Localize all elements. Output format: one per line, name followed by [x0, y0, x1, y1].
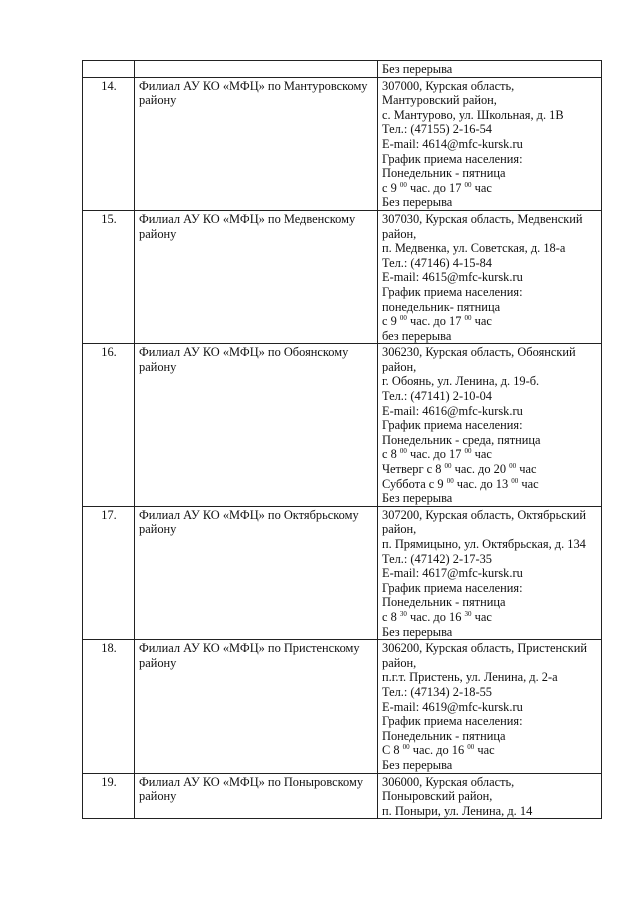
table-row — [83, 61, 602, 78]
time-minutes-superscript: 30 — [464, 609, 472, 618]
info-text: час. до 17 — [406, 180, 465, 195]
branch-info-cell — [378, 640, 602, 773]
email-text — [382, 137, 598, 152]
time-minutes-superscript: 00 — [464, 313, 472, 322]
time-minutes-superscript: 00 — [402, 743, 410, 752]
info-line — [382, 389, 598, 404]
info-text: с 8 — [382, 609, 400, 624]
info-line — [382, 195, 598, 210]
email-text — [382, 270, 598, 285]
info-text: График приема населения: — [382, 284, 523, 299]
info-line — [382, 625, 598, 640]
table-row — [83, 773, 602, 819]
branch-name-cell — [135, 344, 378, 507]
info-line — [382, 508, 598, 523]
time-minutes-superscript: 00 — [467, 743, 475, 752]
info-text: без перерыва — [382, 328, 452, 343]
branch-info-cell — [378, 506, 602, 639]
info-text: с 9 — [382, 180, 400, 195]
branch-name-cell — [135, 61, 378, 78]
info-text: Без перерыва — [382, 62, 453, 76]
info-text: График приема населения: — [382, 151, 523, 166]
info-text: Тел.: (47141) 2-10-04 — [382, 389, 492, 404]
info-text: час. до 20 — [451, 462, 510, 477]
info-line — [382, 300, 598, 315]
branches-table-body — [83, 61, 602, 819]
info-text: 306200, Курская область, Пристенский — [382, 641, 587, 656]
info-line — [382, 418, 598, 433]
branch-name: Филиал АУ КО «МФЦ» по Мантуровскому району — [139, 78, 368, 108]
branch-name: Филиал АУ КО «МФЦ» по Поныровскому району — [139, 774, 364, 804]
info-line — [382, 581, 598, 596]
info-line — [382, 477, 598, 492]
time-minutes-superscript: 00 — [511, 476, 519, 485]
info-text: Четверг с 8 — [382, 462, 445, 477]
info-text: час — [471, 447, 492, 462]
branch-info-cell — [378, 773, 602, 819]
info-text: Без перерыва — [382, 195, 453, 210]
info-line — [382, 447, 598, 462]
info-text: час — [471, 314, 492, 329]
info-text: с 9 — [382, 314, 400, 329]
info-line — [382, 685, 598, 700]
info-line — [382, 537, 598, 552]
branch-name: Филиал АУ КО «МФЦ» по Обоянскому району — [139, 345, 349, 374]
info-text: час — [518, 476, 539, 491]
info-line — [382, 181, 598, 196]
info-text: Без перерыва — [382, 491, 453, 506]
info-line — [382, 714, 598, 729]
info-line — [382, 641, 598, 656]
info-text: г. Обоянь, ул. Ленина, д. 19-б. — [382, 374, 540, 389]
info-line — [382, 122, 598, 137]
branch-name-cell — [135, 773, 378, 819]
row-number: 18. — [83, 640, 135, 773]
info-text: Мантуровский район, — [382, 93, 497, 108]
info-line — [382, 804, 598, 819]
info-line — [382, 93, 598, 108]
info-text: E-mail: 4615@mfc-kursk.ru — [382, 270, 523, 285]
info-line — [382, 656, 598, 671]
time-minutes-superscript: 00 — [509, 461, 517, 470]
info-line — [382, 491, 598, 506]
info-text: с 8 — [382, 447, 400, 462]
info-text: час — [516, 462, 537, 477]
info-line — [382, 108, 598, 123]
info-text: 307030, Курская область, Медвенский — [382, 211, 583, 226]
branch-info-cell — [378, 77, 602, 210]
time-minutes-superscript: 00 — [399, 180, 407, 189]
info-text: понедельник- пятница — [382, 299, 501, 314]
info-text: Тел.: (47155) 2-16-54 — [382, 122, 492, 137]
info-line — [382, 345, 598, 360]
info-text: с. Мантурово, ул. Школьная, д. 1В — [382, 107, 564, 122]
branch-info-cell — [378, 344, 602, 507]
info-text: С 8 — [382, 743, 403, 758]
info-text: п. Прямицыно, ул. Октябрьская, д. 134 — [382, 537, 586, 551]
info-text: Без перерыва — [382, 757, 453, 772]
info-text: Понедельник - пятница — [382, 728, 506, 743]
info-text: График приема населения: — [382, 714, 523, 729]
info-line — [382, 758, 598, 773]
row-number: 15. — [83, 210, 135, 343]
branch-name-cell — [135, 506, 378, 639]
info-line — [382, 729, 598, 744]
info-text: район, — [382, 522, 417, 537]
info-line — [382, 329, 598, 344]
info-text: район, — [382, 655, 417, 670]
branch-name: Филиал АУ КО «МФЦ» по Октябрьскому району — [139, 507, 359, 537]
info-text: Тел.: (47142) 2-17-35 — [382, 551, 492, 566]
row-number: 19. — [83, 773, 135, 819]
info-text: час. до 16 — [406, 609, 465, 624]
info-text: Понедельник - пятница — [382, 595, 506, 610]
info-text: E-mail: 4619@mfc-kursk.ru — [382, 699, 523, 714]
info-line — [382, 670, 598, 685]
info-line — [382, 610, 598, 625]
branch-info-cell — [378, 210, 602, 343]
info-line — [382, 285, 598, 300]
time-minutes-superscript: 00 — [464, 180, 472, 189]
info-text: час. до 17 — [406, 447, 465, 462]
row-number: 17. — [83, 506, 135, 639]
info-text: час. до 13 — [453, 476, 512, 491]
info-line — [382, 522, 598, 537]
time-minutes-superscript: 00 — [399, 313, 407, 322]
branch-name-cell — [135, 210, 378, 343]
info-line — [382, 360, 598, 375]
time-minutes-superscript: 00 — [444, 461, 452, 470]
row-number — [83, 61, 135, 78]
info-line — [382, 241, 598, 256]
info-text: 306230, Курская область, Обоянский — [382, 345, 576, 360]
info-text: E-mail: 4617@mfc-kursk.ru — [382, 566, 523, 581]
table-row — [83, 344, 602, 507]
branch-name: Филиал АУ КО «МФЦ» по Пристенскому району — [139, 641, 360, 670]
info-text: час. до 17 — [406, 314, 465, 329]
info-text: График приема населения: — [382, 580, 523, 595]
email-text — [382, 404, 598, 419]
info-text: час — [474, 743, 495, 758]
row-number: 14. — [83, 77, 135, 210]
info-text: час — [471, 609, 492, 624]
info-text: район, — [382, 359, 417, 374]
email-text — [382, 566, 598, 581]
info-text: Тел.: (47134) 2-18-55 — [382, 684, 492, 699]
info-text: п. Поныри, ул. Ленина, д. 14 — [382, 803, 533, 818]
info-text: район, — [382, 226, 417, 241]
info-text: 307200, Курская область, Октябрьский — [382, 507, 587, 522]
row-number: 16. — [83, 344, 135, 507]
info-text: Без перерыва — [382, 624, 453, 639]
info-line — [382, 433, 598, 448]
info-line — [382, 374, 598, 389]
branches-table — [82, 60, 602, 819]
info-line — [382, 462, 598, 477]
info-text: час — [471, 180, 492, 195]
email-text — [382, 700, 598, 715]
info-line — [382, 314, 598, 329]
info-text: п. Медвенка, ул. Советская, д. 18-а — [382, 241, 566, 256]
info-line — [382, 256, 598, 271]
info-text: График приема населения: — [382, 418, 523, 433]
info-line — [382, 595, 598, 610]
table-row — [83, 77, 602, 210]
branch-info-cell — [378, 61, 602, 78]
info-line — [382, 152, 598, 167]
branch-name: Филиал АУ КО «МФЦ» по Медвенскому району — [139, 211, 356, 241]
branch-name-cell — [135, 640, 378, 773]
info-text: час. до 16 — [409, 743, 468, 758]
info-line — [382, 775, 598, 790]
table-row — [83, 506, 602, 639]
info-text: Поныровский район, — [382, 789, 493, 804]
time-minutes-superscript: 30 — [399, 609, 407, 618]
info-line — [382, 227, 598, 242]
info-text: Понедельник - пятница — [382, 166, 506, 181]
info-text: Понедельник - среда, пятница — [382, 432, 541, 447]
time-minutes-superscript: 00 — [464, 447, 472, 456]
table-row — [83, 210, 602, 343]
info-text: E-mail: 4614@mfc-kursk.ru — [382, 136, 523, 151]
info-line — [382, 166, 598, 181]
table-row — [83, 640, 602, 773]
info-line — [382, 743, 598, 758]
info-text: Тел.: (47146) 4-15-84 — [382, 255, 492, 270]
info-line — [382, 79, 598, 94]
branch-name-cell — [135, 77, 378, 210]
info-text: Суббота с 9 — [382, 476, 447, 491]
time-minutes-superscript: 00 — [446, 476, 454, 485]
info-text: 307000, Курская область, — [382, 78, 515, 93]
info-line — [382, 212, 598, 227]
info-text: E-mail: 4616@mfc-kursk.ru — [382, 403, 523, 418]
info-text: п.г.т. Пристень, ул. Ленина, д. 2-а — [382, 670, 558, 685]
info-line — [382, 552, 598, 567]
time-minutes-superscript: 00 — [399, 447, 407, 456]
info-line — [382, 789, 598, 804]
info-line — [382, 62, 598, 77]
info-text: 306000, Курская область, — [382, 774, 515, 789]
